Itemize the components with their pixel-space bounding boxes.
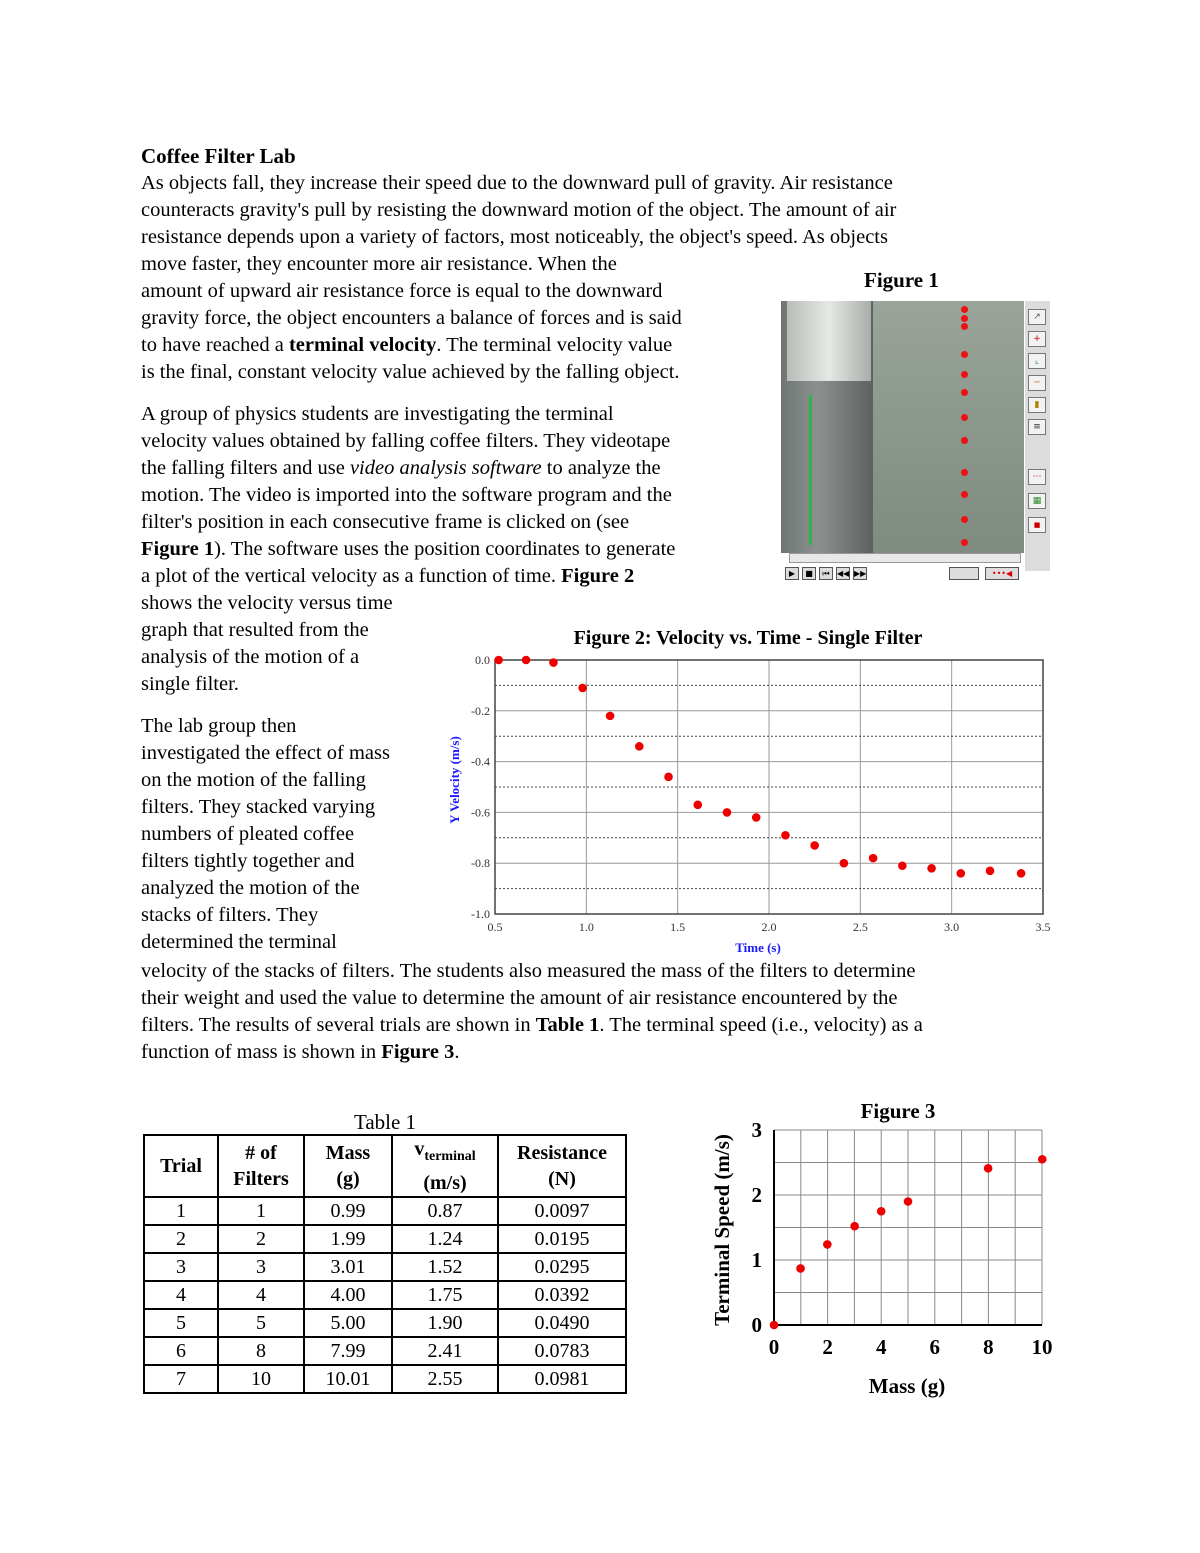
col-header-trial: Trial: [144, 1135, 218, 1197]
cell: 1: [144, 1197, 218, 1225]
cell: 0.0981: [498, 1365, 626, 1393]
step-back-button[interactable]: ◀◀: [837, 569, 850, 578]
text-line: numbers of pleated coffee: [141, 823, 355, 845]
data-point: [752, 813, 761, 822]
tracked-point-marker: [961, 491, 968, 498]
y-axis-label: Y Velocity (m/s): [447, 736, 462, 824]
y-tick-label: 0.0: [475, 653, 490, 667]
data-point: [549, 658, 558, 667]
cell: 3: [144, 1253, 218, 1281]
origin-tool-icon[interactable]: ⌞: [1028, 353, 1046, 369]
data-point: [522, 656, 531, 665]
cell: 3: [218, 1253, 304, 1281]
text-line: [141, 1012, 923, 1039]
table-header-row: [144, 1135, 626, 1197]
tracked-point-marker: [961, 323, 968, 330]
col-header-mass: [304, 1135, 392, 1197]
text-line: graph that resulted from the: [141, 619, 369, 641]
y-tick-label: 3: [751, 1118, 762, 1142]
text-line: determined the terminal: [141, 931, 337, 953]
x-tick-label: 6: [929, 1335, 941, 1359]
data-point: [635, 742, 644, 751]
cell: 0.99: [304, 1197, 392, 1225]
text: ). The software uses the position coordinates to generate: [214, 538, 676, 560]
y-tick-label: -0.6: [471, 805, 490, 820]
text-line: counteracts gravity's pull by resisting the downward motion of the object. The amount of air: [141, 199, 897, 221]
text: function of mass is shown in: [141, 1041, 382, 1063]
figure-2-chart: [440, 620, 1060, 965]
cell: 0.0195: [498, 1225, 626, 1253]
y-tick-label: -0.2: [471, 703, 490, 718]
cell: 8: [218, 1337, 304, 1365]
y-tick-label: -0.8: [471, 856, 490, 871]
table-row: [144, 1365, 626, 1393]
text-line: A group of physics students are investigating the terminal: [141, 403, 614, 425]
cell: 3.01: [304, 1253, 392, 1281]
ref-table-1: Table 1: [535, 1014, 600, 1036]
y-tick-label: -1.0: [471, 907, 490, 921]
text: . The terminal speed (i.e., velocity) as a: [599, 1014, 923, 1036]
table-row: [144, 1309, 626, 1337]
text-line: resistance depends upon a variety of factors, most noticeably, the object's speed. As objects: [141, 226, 888, 248]
header-text: Filters: [233, 1168, 289, 1190]
text-line: [141, 332, 672, 359]
table-row: [144, 1253, 626, 1281]
data-point: [770, 1321, 779, 1330]
tracked-point-marker: [961, 539, 968, 546]
header-text: Resistance: [517, 1142, 607, 1164]
cell: 5.00: [304, 1309, 392, 1337]
cell: 0.87: [392, 1197, 498, 1225]
scale-line: [809, 395, 812, 545]
cell: 7.99: [304, 1337, 392, 1365]
x-tick-label: 0.5: [487, 920, 503, 934]
cell: 2: [144, 1225, 218, 1253]
tracked-point-marker: [961, 351, 968, 358]
cell: 4: [144, 1281, 218, 1309]
x-tick-label: 0: [768, 1335, 780, 1359]
data-point: [796, 1264, 805, 1273]
text-line: velocity of the stacks of filters. The students also measured the mass of the filters to determine: [141, 960, 916, 982]
header-text: v: [414, 1138, 425, 1160]
text-line: shows the velocity versus time: [141, 592, 393, 614]
ref-figure-1: Figure 1: [141, 538, 215, 560]
x-tick-label: 2: [822, 1335, 833, 1359]
x-tick-label: 1.5: [670, 920, 686, 934]
data-point: [984, 1164, 993, 1173]
text-line: on the motion of the falling: [141, 769, 366, 791]
cell: 0.0490: [498, 1309, 626, 1337]
tracked-point-marker: [961, 437, 968, 444]
x-tick-label: 8: [983, 1335, 994, 1359]
ruler-tool-icon[interactable]: ─: [1028, 375, 1046, 391]
tracked-point-marker: [961, 371, 968, 378]
cell: 6: [144, 1337, 218, 1365]
text-line: filters tightly together and: [141, 850, 355, 872]
text-line: investigated the effect of mass: [141, 742, 390, 764]
tracked-point-marker: [961, 389, 968, 396]
cell: 1: [218, 1197, 304, 1225]
header-text: (N): [548, 1168, 576, 1190]
text-line: analyzed the motion of the: [141, 877, 360, 899]
cell: 1.99: [304, 1225, 392, 1253]
text-line: single filter.: [141, 673, 239, 695]
x-tick-label: 3.0: [944, 920, 960, 934]
tool-palette: [1025, 301, 1050, 571]
cell: 1.90: [392, 1309, 498, 1337]
cell: 10: [218, 1365, 304, 1393]
text: to analyze the: [541, 457, 661, 479]
point-trail-icon[interactable]: •••◀: [985, 567, 1019, 580]
data-point: [986, 867, 995, 876]
text-line: [141, 563, 634, 590]
cell: 0.0783: [498, 1337, 626, 1365]
text-line: stacks of filters. They: [141, 904, 319, 926]
text-line: The lab group then: [141, 715, 297, 737]
table-tool-icon[interactable]: ≡: [1028, 419, 1046, 435]
text-line: filters. They stacked varying: [141, 796, 376, 818]
text-line: filter's position in each consecutive frame is clicked on (see: [141, 511, 630, 533]
data-point: [877, 1207, 886, 1216]
header-text: Mass: [325, 1142, 371, 1164]
data-point: [840, 859, 849, 868]
x-tick-label: 10: [1031, 1335, 1053, 1359]
text-line: their weight and used the value to determine the amount of air resistance encountered by the: [141, 987, 898, 1009]
playback-controls: [781, 565, 1024, 585]
text-line: is the final, constant velocity value achieved by the falling object.: [141, 361, 680, 383]
data-point: [578, 684, 587, 693]
chart-title: Figure 2: Velocity vs. Time - Single Filter: [573, 627, 923, 649]
y-tick-label: 2: [751, 1183, 762, 1207]
data-point: [904, 1197, 913, 1206]
text: the falling filters and use: [141, 457, 350, 479]
add-point-tool-icon[interactable]: +: [1028, 331, 1046, 347]
data-point: [693, 800, 702, 809]
graph-tool-icon[interactable]: ▦: [1028, 493, 1046, 509]
cell: 0.0097: [498, 1197, 626, 1225]
header-text: (g): [336, 1168, 360, 1190]
scale-tool-icon[interactable]: ▮: [1028, 397, 1046, 413]
ref-figure-2: Figure 2: [561, 565, 635, 587]
data-point: [606, 712, 615, 721]
data-point: [781, 831, 790, 840]
x-tick-label: 1.0: [578, 920, 594, 934]
table-row: [144, 1281, 626, 1309]
col-header-vterminal: [392, 1135, 498, 1197]
data-point: [869, 854, 878, 863]
table-row: [144, 1337, 626, 1365]
x-tick-label: 2.0: [761, 920, 777, 934]
data-points: [494, 656, 1025, 878]
tracked-point-marker: [961, 469, 968, 476]
cell: 2.55: [392, 1365, 498, 1393]
x-axis-label: Time (s): [735, 940, 781, 955]
cell: 1.52: [392, 1253, 498, 1281]
pointer-tool-icon[interactable]: ↗: [1028, 309, 1046, 325]
data-point: [823, 1240, 832, 1249]
data-point: [723, 808, 732, 817]
text: a plot of the vertical velocity as a function of time.: [141, 565, 562, 587]
x-tick-label: 4: [875, 1335, 887, 1359]
cell: 0.0392: [498, 1281, 626, 1309]
cell: 4.00: [304, 1281, 392, 1309]
text-line: move faster, they encounter more air resistance. When the: [141, 253, 617, 275]
header-subscript: terminal: [424, 1149, 476, 1164]
step-forward-button[interactable]: ▶▶: [854, 569, 867, 578]
chart-title: Figure 3: [860, 1099, 936, 1123]
x-tick-label: 3.5: [1035, 920, 1051, 934]
play-button[interactable]: ▶: [785, 567, 799, 580]
cell: 1.24: [392, 1225, 498, 1253]
tracked-point-marker: [961, 414, 968, 421]
rewind-start-button[interactable]: ⏮: [819, 567, 833, 580]
video-frame: [781, 301, 1024, 553]
cell: 2.41: [392, 1337, 498, 1365]
figure-3-chart: [700, 1095, 1070, 1405]
data-point: [1017, 869, 1026, 878]
data-point: [957, 869, 966, 878]
text-line: [141, 536, 675, 563]
cell: 2: [218, 1225, 304, 1253]
tracked-point-marker: [961, 306, 968, 313]
data-point: [1038, 1155, 1047, 1164]
text-line: [141, 455, 661, 482]
text: .: [454, 1041, 460, 1063]
y-tick-label: 1: [751, 1248, 762, 1272]
text-line: [141, 1039, 460, 1066]
x-tick-label: 2.5: [852, 920, 868, 934]
trail-tool-icon[interactable]: ⋯: [1028, 469, 1046, 485]
data-table: [143, 1134, 627, 1394]
cell: 5: [218, 1309, 304, 1337]
text-line: amount of upward air resistance force is equal to the downward: [141, 280, 663, 302]
x-axis-label: Mass (g): [868, 1374, 946, 1398]
col-header-resistance: [498, 1135, 626, 1197]
text-line: gravity force, the object encounters a balance of forces and is said: [141, 307, 682, 329]
text-line: velocity values obtained by falling coffee filters. They videotape: [141, 430, 671, 452]
tracked-point-marker: [961, 315, 968, 322]
cell: 10.01: [304, 1365, 392, 1393]
page-title: Coffee Filter Lab: [141, 144, 296, 168]
export-tool-icon[interactable]: ■: [1028, 517, 1046, 533]
zoom-tool-icon[interactable]: [949, 567, 979, 580]
term-video-analysis: video analysis software: [349, 457, 542, 479]
axis-ticks: [471, 653, 1051, 934]
cell: 1.75: [392, 1281, 498, 1309]
table-row: [144, 1225, 626, 1253]
header-text: # of: [245, 1142, 277, 1164]
cell: 0.0295: [498, 1253, 626, 1281]
figure-1-video-analysis-screenshot: [781, 301, 1050, 585]
data-point: [664, 773, 673, 782]
data-point: [494, 656, 503, 665]
table-row: [144, 1197, 626, 1225]
text-line: analysis of the motion of a: [141, 646, 360, 668]
term-terminal-velocity: terminal velocity: [288, 334, 437, 356]
ref-figure-3: Figure 3: [381, 1041, 455, 1063]
text: filters. The results of several trials are shown in: [141, 1014, 536, 1036]
table-caption: Table 1: [353, 1110, 417, 1134]
y-axis-label: Terminal Speed (m/s): [710, 1134, 734, 1326]
grid: [774, 1130, 1042, 1325]
timeline-slider[interactable]: [789, 553, 1021, 563]
text-line: As objects fall, they increase their speed due to the downward pull of gravity. Air resistance: [141, 172, 893, 194]
data-point: [850, 1222, 859, 1231]
y-tick-label: -0.4: [471, 754, 490, 769]
person-silhouette: [781, 301, 873, 553]
shirt: [787, 301, 871, 381]
text: . The terminal velocity value: [436, 334, 673, 356]
y-tick-label: 0: [751, 1313, 762, 1337]
text: to have reached a: [141, 334, 289, 356]
data-point: [927, 864, 936, 873]
tracked-point-marker: [961, 516, 968, 523]
cell: 5: [144, 1309, 218, 1337]
col-header-filters: [218, 1135, 304, 1197]
stop-button[interactable]: ■: [802, 567, 816, 580]
text-line: motion. The video is imported into the software program and the: [141, 484, 672, 506]
cell: 7: [144, 1365, 218, 1393]
header-text: (m/s): [423, 1172, 467, 1194]
data-point: [810, 841, 819, 850]
axis-ticks: [752, 1118, 1053, 1359]
figure-1-title: Figure 1: [864, 268, 939, 292]
cell: 4: [218, 1281, 304, 1309]
data-point: [898, 861, 907, 870]
